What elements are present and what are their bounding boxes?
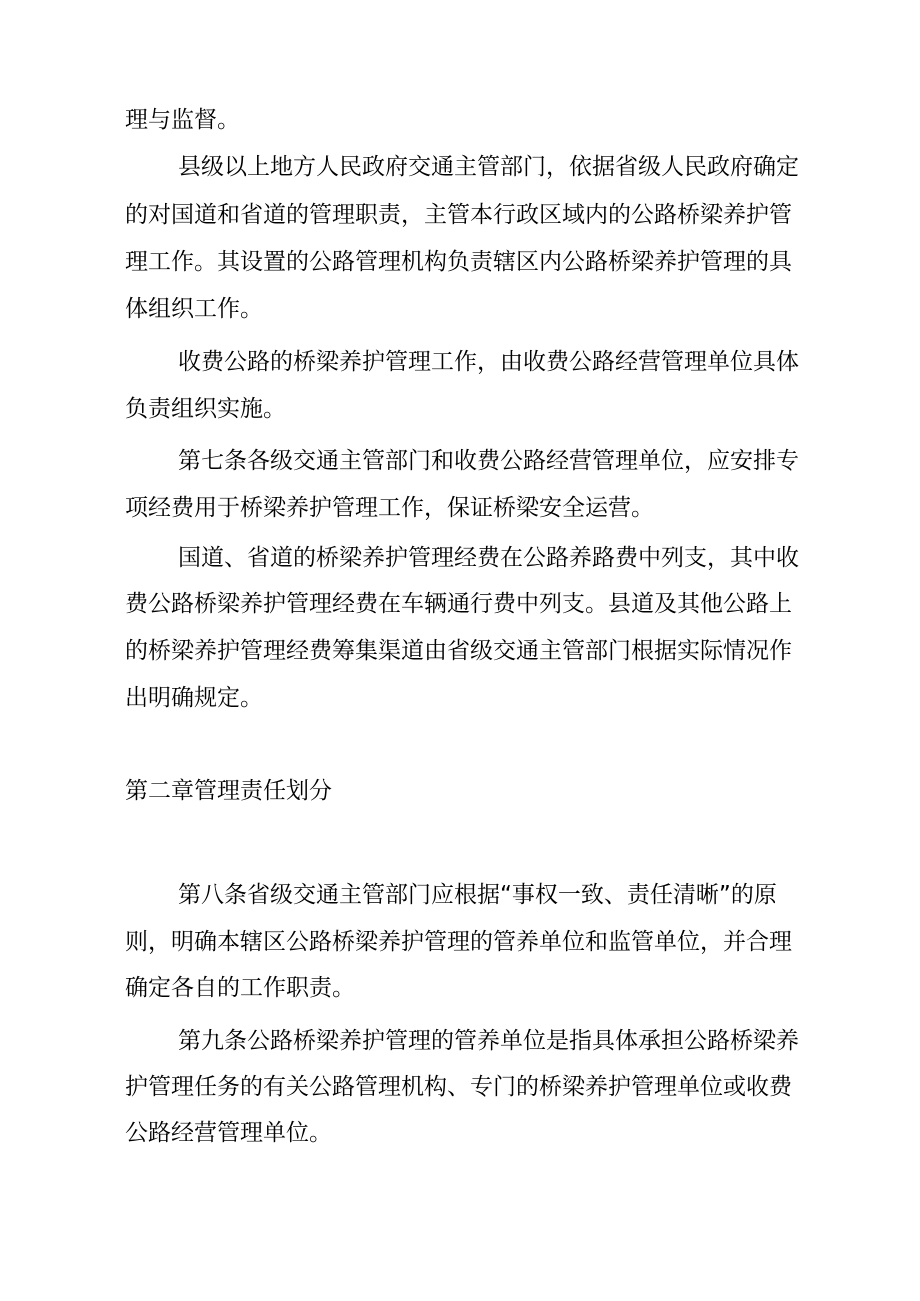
text-line: 的对国道和省道的管理职责，主管本行政区域内的公路桥梁养护管: [125, 202, 792, 228]
text-line: 公路经营管理单位。: [125, 1120, 332, 1146]
text-line: 确定各自的工作职责。: [125, 975, 355, 1001]
text-line: 费公路桥梁养护管理经费在车辆通行费中列支。县道及其他公路上: [125, 591, 792, 617]
text-line: 收费公路的桥梁养护管理工作，由收费公路经营管理单位具体: [178, 349, 799, 375]
chapter-heading: 第二章管理责任划分: [125, 778, 332, 804]
text-line: 县级以上地方人民政府交通主管部门，依据省级人民政府确定: [178, 154, 799, 180]
text-line: 的桥梁养护管理经费筹集渠道由省级交通主管部门根据实际情况作: [125, 638, 792, 664]
text-line: 国道、省道的桥梁养护管理经费在公路养路费中列支，其中收: [178, 545, 799, 571]
text-line: 则，明确本辖区公路桥梁养护管理的管养单位和监管单位，并合理: [125, 929, 792, 955]
text-line: 护管理任务的有关公路管理机构、专门的桥梁养护管理单位或收费: [125, 1074, 792, 1100]
text-line: 第八条省级交通主管部门应根据“事权一致、责任清晰”的原: [178, 882, 777, 908]
text-line: 理与监督。: [125, 107, 240, 133]
text-line: 体组织工作。: [125, 296, 263, 322]
text-line: 负责组织实施。: [125, 396, 286, 422]
text-line: 第九条公路桥梁养护管理的管养单位是指具体承担公路桥梁养: [178, 1028, 799, 1054]
text-line: 出明确规定。: [125, 685, 263, 711]
text-line: 理工作。其设置的公路管理机构负责辖区内公路桥梁养护管理的具: [125, 249, 792, 275]
text-line: 第七条各级交通主管部门和收费公路经营管理单位，应安排专: [178, 448, 799, 474]
text-line: 项经费用于桥梁养护管理工作，保证桥梁安全运营。: [125, 495, 654, 521]
